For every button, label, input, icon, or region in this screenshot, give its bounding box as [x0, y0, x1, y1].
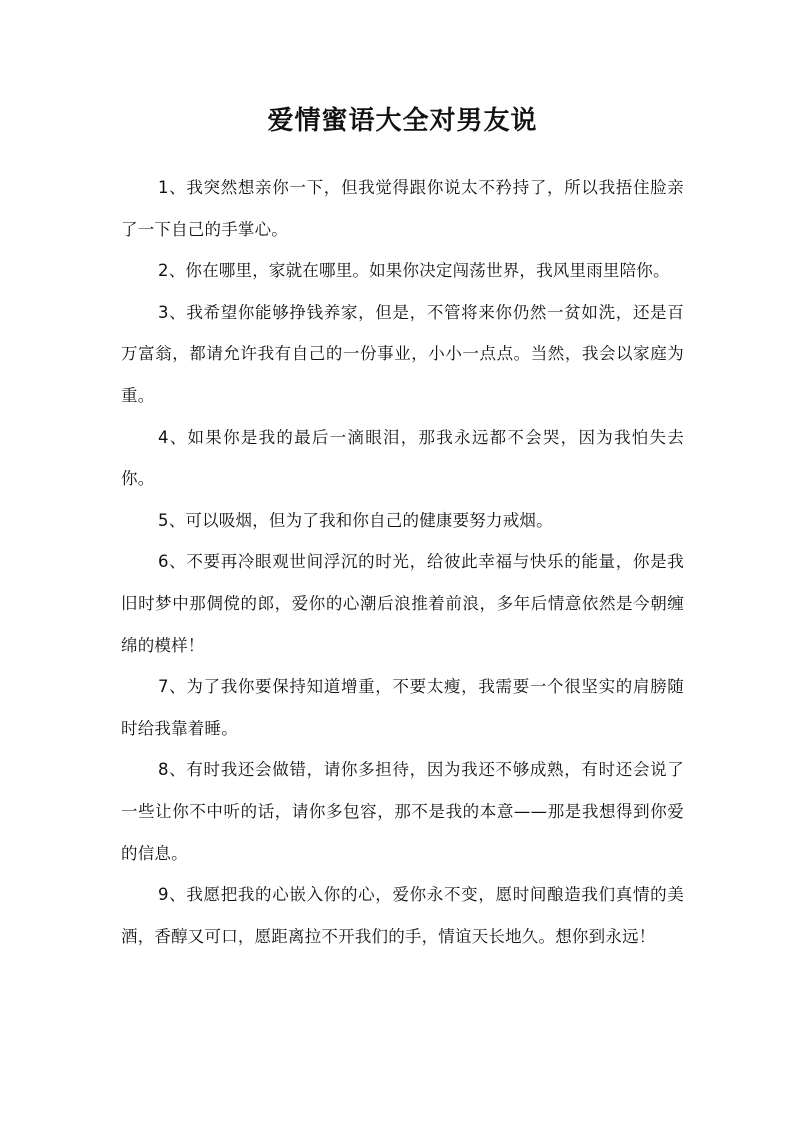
item-list [121, 167, 684, 957]
list-item: 9、我愿把我的心嵌入你的心，爱你永不变，愿时间酿造我们真情的美酒，香醇又可口，愿距离拉不开我们的手，情谊天长地久。想你到永远！ [121, 885, 684, 946]
page-title: 爱情蜜语大全对男友说 [267, 106, 538, 136]
list-item: 1、我突然想亲你一下，但我觉得跟你说太不矜持了，所以我捂住脸亲了一下自己的手掌心。 [121, 178, 684, 239]
list-item: 8、有时我还会做错，请你多担待，因为我还不够成熟，有时还会说了一些让你不中听的话，请你多包容，那不是我的本意——那是我想得到你爱的信息。 [121, 760, 684, 863]
list-item: 6、不要再冷眼观世间浮沉的时光，给彼此幸福与快乐的能量，你是我旧时梦中那倜傥的郎，爱你的心潮后浪推着前浪，多年后情意依然是今朝缠绵的模样！ [121, 552, 684, 655]
list-item: 7、为了我你要保持知道增重，不要太瘦，我需要一个很坚实的肩膀随时给我靠着睡。 [121, 677, 684, 738]
list-item: 2、你在哪里，家就在哪里。如果你决定闯荡世界，我风里雨里陪你。 [158, 261, 670, 281]
list-item: 5、可以吸烟，但为了我和你自己的健康要努力戒烟。 [158, 510, 553, 530]
list-item: 3、我希望你能够挣钱养家，但是，不管将来你仍然一贫如洗，还是百万富翁，都请允许我有自己的一份事业，小小一点点。当然，我会以家庭为重。 [121, 302, 684, 405]
list-item: 4、如果你是我的最后一滴眼泪，那我永远都不会哭，因为我怕失去你。 [121, 427, 684, 489]
